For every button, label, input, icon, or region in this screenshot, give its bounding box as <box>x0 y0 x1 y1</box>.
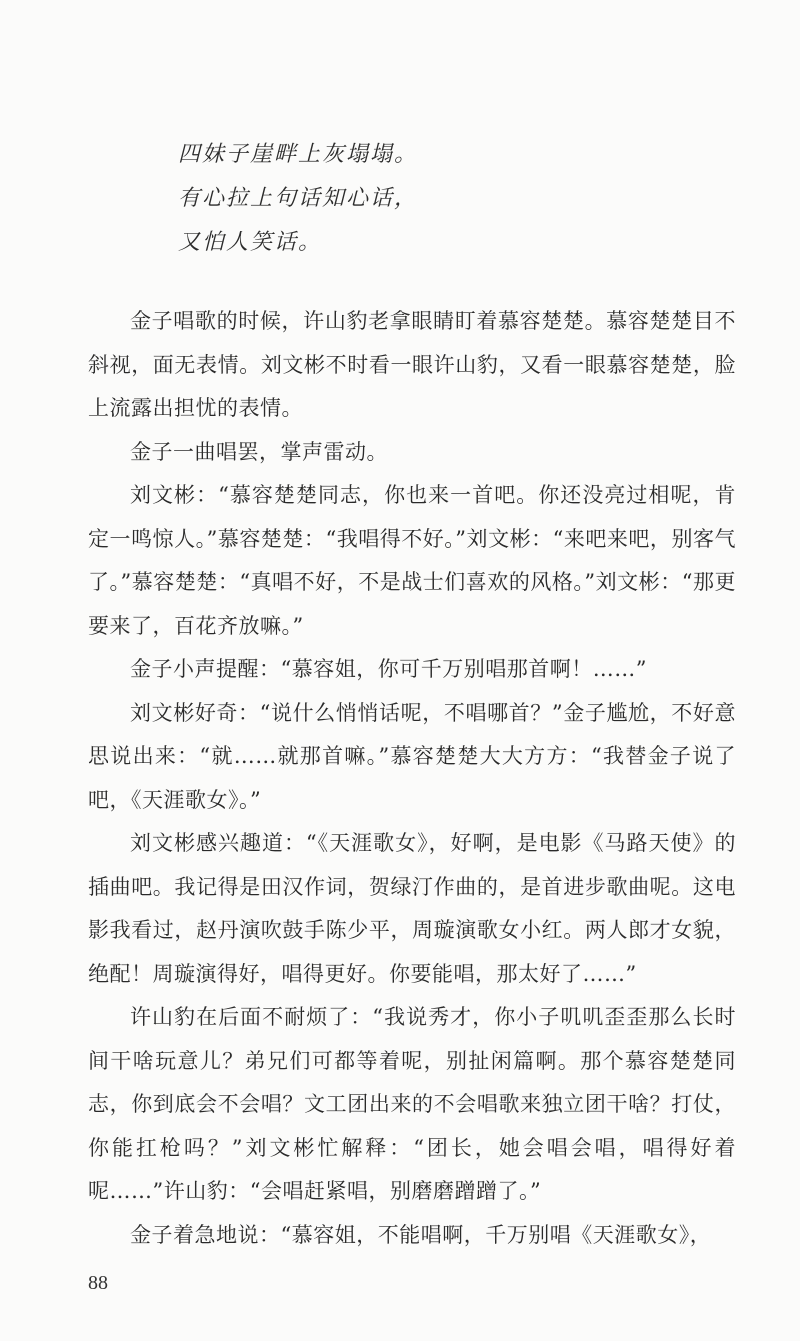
paragraph-7: 许山豹在后面不耐烦了：“我说秀才，你小子叽叽歪歪那么长时间干啥玩意儿？弟兄们可都等着呢，别扯闲篇啊。那个慕容楚楚同志，你到底会不会唱？文工团出来的不会唱歌来独立团干啥？打仗，你能扛枪吗？”刘文彬忙解释：“团长，她会唱会唱，唱得好着呢……”许山豹：“会唱赶紧唱，别磨磨蹭蹭了。” <box>88 1005 736 1203</box>
poem-line-3: 又怕人笑话。 <box>178 230 323 255</box>
paragraph-4: 金子小声提醒：“慕容姐，你可千万别唱那首啊！……” <box>130 657 647 681</box>
paragraph-3: 刘文彬：“慕容楚楚同志，你也来一首吧。你还没亮过相呢，肯定一鸣惊人。”慕容楚楚：“我唱得不好。”刘文彬：“来吧来吧，别客气了。”慕容楚楚：“真唱不好，不是战士们喜欢的风格。”刘文彬：“那更要来了，百花齐放嘛。” <box>88 483 736 638</box>
paragraph-8: 金子着急地说：“慕容姐，不能唱啊，千万别唱《天涯歌女》， <box>130 1222 712 1247</box>
paragraph-5: 刘文彬好奇：“说什么悄悄话呢，不唱哪首？”金子尴尬，不好意思说出来：“就……就那首嘛。”慕容楚楚大大方方：“我替金子说了吧，《天涯歌女》。” <box>88 700 736 812</box>
body-text <box>88 300 736 1257</box>
paragraph-6: 刘文彬感兴趣道：“《天涯歌女》，好啊，是电影《马路天使》的插曲吧。我记得是田汉作词，贺绿汀作曲的，是首进步歌曲呢。这电影我看过，赵丹演吹鼓手陈少平，周璇演歌女小红。两人郎才女貌，绝配！周璇演得好，唱得更好。你要能唱，那太好了……” <box>88 831 736 986</box>
poem-line-2: 有心拉上句话知心话， <box>178 186 419 211</box>
paragraph-1: 金子唱歌的时候，许山豹老拿眼睛盯着慕容楚楚。慕容楚楚目不斜视，面无表情。刘文彬不时看一眼许山豹，又看一眼慕容楚楚，脸上流露出担忧的表情。 <box>88 309 736 420</box>
poem-block <box>178 133 598 265</box>
poem-line-1: 四妹子崖畔上灰塌塌。 <box>178 142 419 167</box>
page-number: 88 <box>88 1272 108 1294</box>
paragraph-2: 金子一曲唱罢，掌声雷动。 <box>130 439 388 464</box>
